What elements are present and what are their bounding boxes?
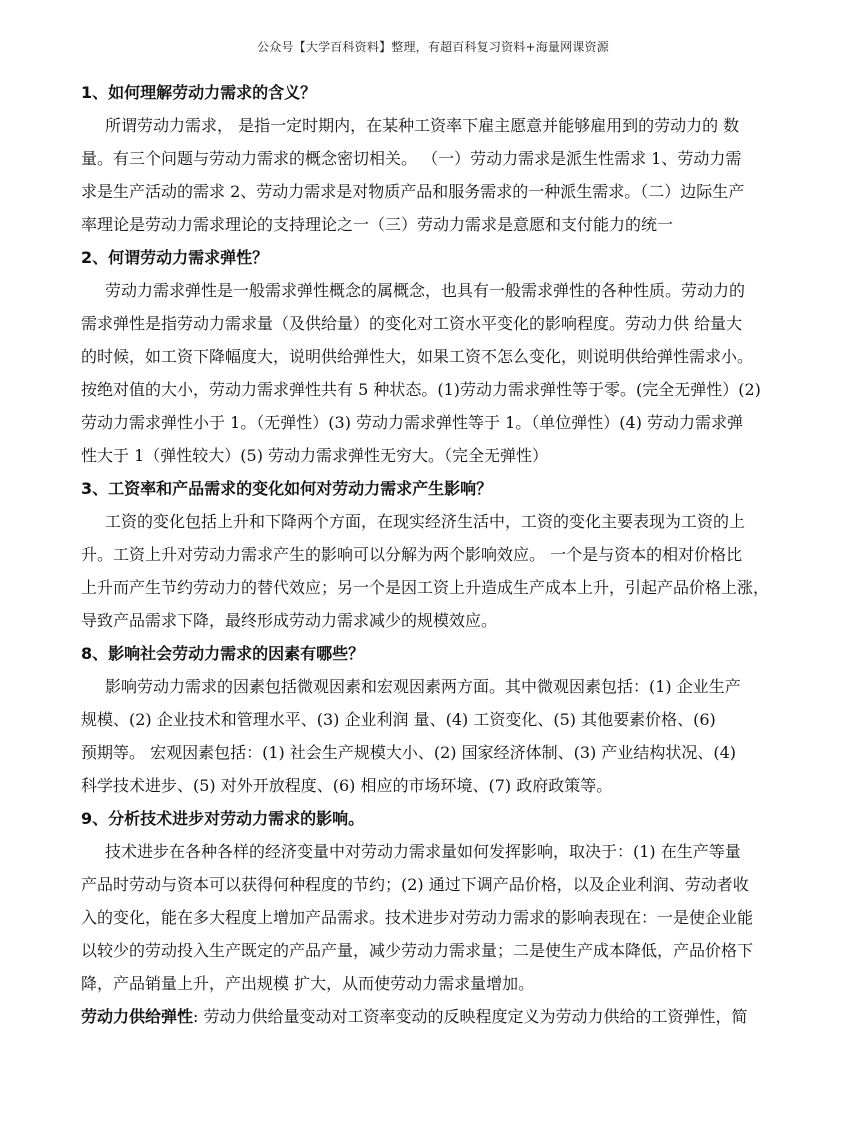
text-line: 工资的变化包括上升和下降两个方面，在现实经济生活中，工资的变化主要表现为工资的上 — [105, 512, 746, 531]
text-line: 影响劳动力需求的因素包括微观因素和宏观因素两方面。其中微观因素包括：(1) 企业生产 — [105, 677, 741, 696]
text-line: 率理论是劳动力需求理论的支持理论之一（三）劳动力需求是意愿和支付能力的统一 — [81, 215, 674, 234]
text-line: 科学技术进步、(5) 对外开放程度、(6) 相应的市场环境、(7) 政府政策等。 — [81, 776, 613, 795]
document-body — [81, 76, 786, 1033]
section-8 — [81, 637, 786, 802]
paragraph — [81, 835, 786, 1000]
section-title: 2、何谓劳动力需求弹性？ — [81, 248, 269, 267]
section-1 — [81, 76, 786, 241]
paragraph — [81, 274, 786, 472]
definition-line — [81, 1000, 786, 1033]
page-header: 公众号【大学百科资料】整理，有超百科复习资料+海量网课资源 — [257, 40, 609, 54]
text-line: 规模、(2) 企业技术和管理水平、(3) 企业利润 量、(4) 工资变化、(5) 其他要素价格、(6) — [81, 710, 716, 729]
text-line: 升。工资上升对劳动力需求产生的影响可以分解为两个影响效应。 一个是与资本的相对价格比 — [81, 545, 743, 564]
paragraph — [81, 505, 786, 637]
text-line: 性大于 1（弹性较大）(5) 劳动力需求弹性无穷大。（完全无弹性） — [81, 446, 549, 465]
section-title: 3、工资率和产品需求的变化如何对劳动力需求产生影响？ — [81, 479, 493, 498]
text-line: 产品时劳动与资本可以获得何种程度的节约；(2) 通过下调产品价格，以及企业利润、劳动者收 — [81, 875, 749, 894]
text-line: 需求弹性是指劳动力需求量（及供给量）的变化对工资水平变化的影响程度。劳动力供 给量大 — [81, 314, 743, 333]
section-title: 1、如何理解劳动力需求的含义？ — [81, 83, 317, 102]
text-line: 求是生产活动的需求 2、劳动力需求是对物质产品和服务需求的一种派生需求。（二）边际生产 — [81, 182, 745, 201]
paragraph — [81, 109, 786, 241]
text-line: 量。有三个问题与劳动力需求的概念密切相关。 （一）劳动力需求是派生性需求 1、劳动力需 — [81, 149, 742, 168]
paragraph — [81, 670, 786, 802]
text-line: 劳动力需求弹性小于 1。（无弹性）(3) 劳动力需求弹性等于 1。（单位弹性）(4) 劳动力需求弹 — [81, 413, 744, 432]
definition-term: 劳动力供给弹性 — [81, 1007, 194, 1026]
section-title: 9、分析技术进步对劳动力需求的影响。 — [81, 809, 365, 828]
text-line: 上升而产生节约劳动力的替代效应；另一个是因工资上升造成生产成本上升，引起产品价格上涨， — [81, 578, 770, 597]
section-3 — [81, 472, 786, 637]
section-9 — [81, 802, 786, 1000]
text-line: 的时候，如工资下降幅度大，说明供给弹性大，如果工资不怎么变化，则说明供给弹性需求小。 — [81, 347, 754, 366]
text-line: 导致产品需求下降，最终形成劳动力需求减少的规模效应。 — [81, 611, 498, 630]
text-line: 降，产品销量上升，产出规模 扩大，从而使劳动力需求量增加。 — [81, 974, 535, 993]
text-line: 按绝对值的大小，劳动力需求弹性共有 5 种状态。(1)劳动力需求弹性等于零。(完全无弹性）(2) — [81, 380, 761, 399]
text-line: 技术进步在各种各样的经济变量中对劳动力需求量如何发挥影响，取决于：(1) 在生产等量 — [105, 842, 741, 861]
text-line: 以较少的劳动投入生产既定的产品产量，减少劳动力需求量；二是使生产成本降低，产品价格下 — [81, 941, 754, 960]
section-title: 8、影响社会劳动力需求的因素有哪些？ — [81, 644, 365, 663]
text-line: 预期等。 宏观因素包括：(1) 社会生产规模大小、(2) 国家经济体制、(3) 产业结构状况、(4) — [81, 743, 737, 762]
text-line: 入的变化，能在多大程度上增加产品需求。技术进步对劳动力需求的影响表现在：一是使企业能 — [81, 908, 754, 927]
text-line: 劳动力需求弹性是一般需求弹性概念的属概念，也具有一般需求弹性的各种性质。劳动力的 — [105, 281, 746, 300]
text-line: 所谓劳动力需求， 是指一定时期内，在某种工资率下雇主愿意并能够雇用到的劳动力的 数 — [105, 116, 740, 135]
definition-text: : 劳动力供给量变动对工资率变动的反映程度定义为劳动力供给的工资弹性，简 — [193, 1007, 748, 1026]
section-2 — [81, 241, 786, 472]
